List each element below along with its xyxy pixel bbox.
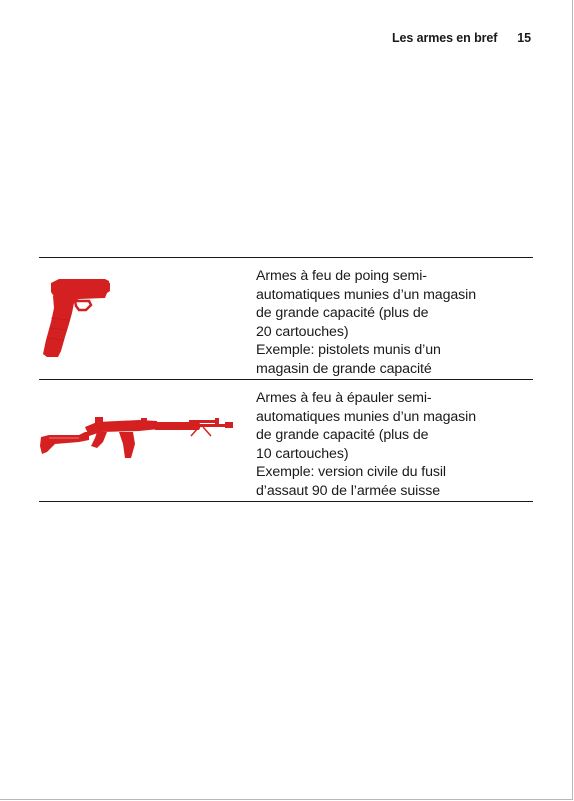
table-row-handgun <box>39 257 533 379</box>
text-line: 20 cartouches) <box>256 323 349 340</box>
text-line: magasin de grande capacité <box>256 360 432 377</box>
running-header <box>392 31 531 45</box>
text-line: 10 cartouches) <box>256 445 349 462</box>
text-line: Armes à feu à épauler semi- <box>256 390 432 406</box>
weapons-table <box>39 257 533 502</box>
page-number: 15 <box>517 31 531 45</box>
text-line: automatiques munies d’un magasin <box>256 286 476 303</box>
text-line: Armes à feu de poing semi- <box>256 268 427 284</box>
rifle-icon <box>39 380 239 501</box>
header-title: Les armes en bref <box>391 31 498 45</box>
row-text-rifle <box>256 389 526 500</box>
text-line: d’assaut 90 de l’armée suisse <box>256 482 441 499</box>
pistol-icon <box>39 258 239 379</box>
text-line: de grande capacité (plus de <box>256 305 429 321</box>
text-line: automatiques munies d’un magasin <box>256 408 476 425</box>
text-line: Exemple: pistolets munis d’un <box>256 342 441 358</box>
row-text-handgun <box>256 267 526 378</box>
text-line: de grande capacité (plus de <box>256 427 429 443</box>
table-row-rifle <box>39 379 533 502</box>
text-line: Exemple: version civile du fusil <box>256 464 446 480</box>
